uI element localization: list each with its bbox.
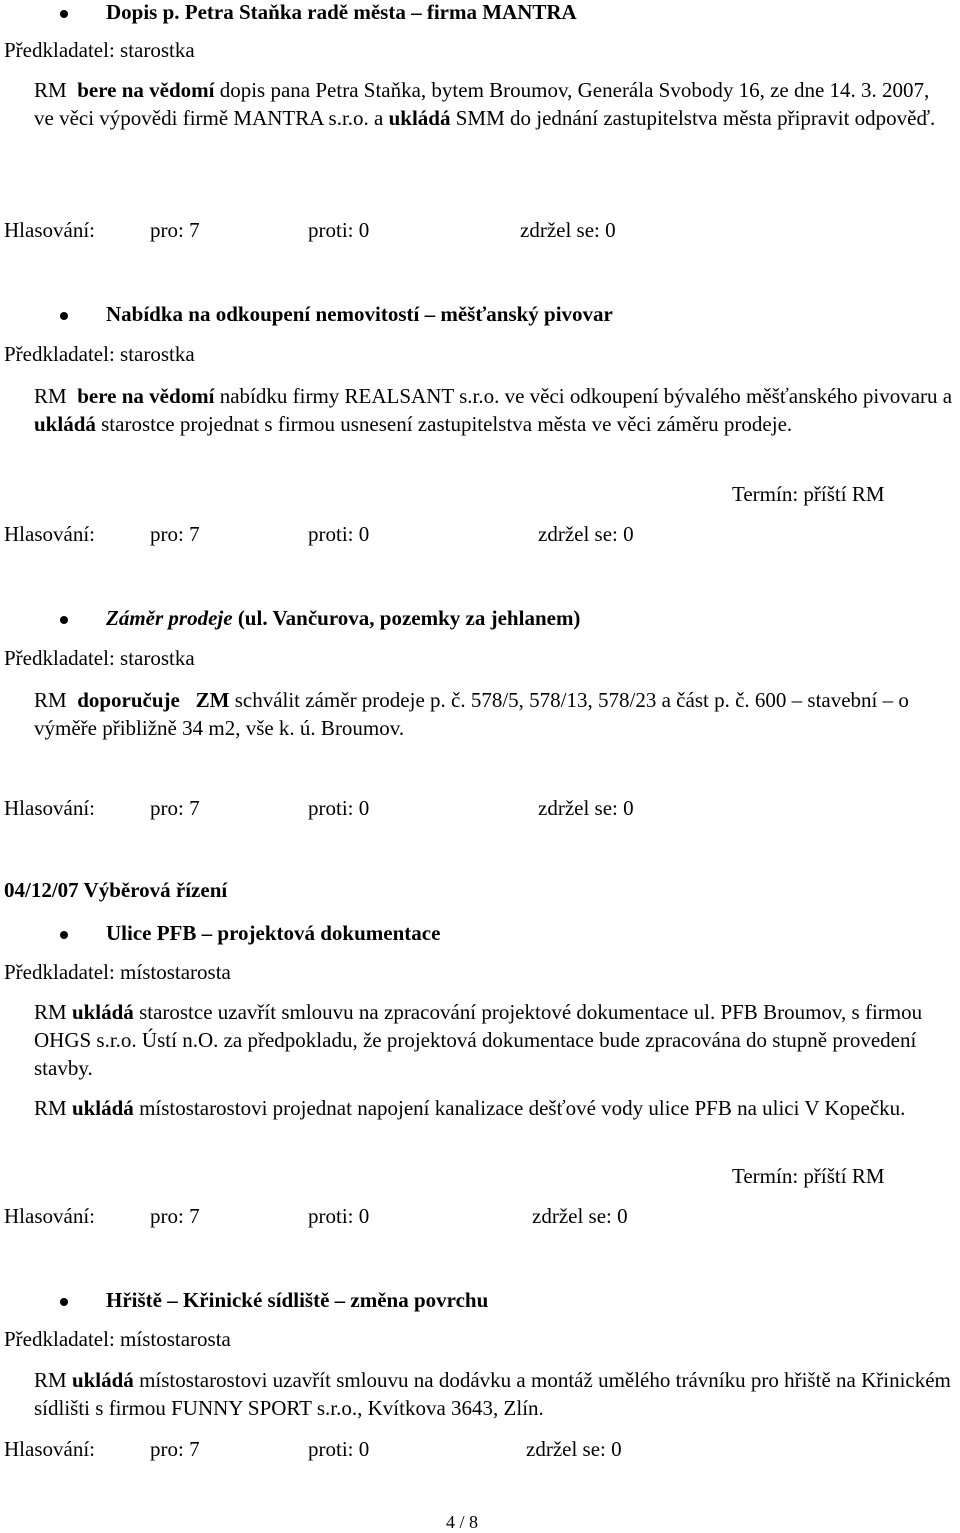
vote-row <box>0 216 960 244</box>
bullet-icon <box>60 10 68 18</box>
bullet-icon <box>60 616 68 624</box>
vote-pro: pro: 7 <box>150 218 200 242</box>
submitter: Předkladatel: starostka <box>4 38 195 62</box>
submitter: Předkladatel: místostarosta <box>4 960 231 984</box>
bullet-icon <box>60 1298 68 1306</box>
vote-pro: pro: 7 <box>150 796 200 820</box>
vote-proti: proti: 0 <box>308 1204 370 1228</box>
item-title: Dopis p. Petra Staňka radě města – firma MANTRA <box>106 0 577 24</box>
item-title-italic: Záměr prodeje <box>106 606 233 630</box>
vote-zdrzel: zdržel se: 0 <box>538 522 634 546</box>
deadline: Termín: příští RM <box>732 1164 885 1188</box>
page-number: 4 / 8 <box>446 1512 479 1532</box>
resolution: RM ukládá místostarostovi uzavřít smlouvu na dodávku a montáž umělého trávníku pro hřiště na Křinickém sídlišti s firmou FUNNY SPORT s.r.o., Kvítkova 3643, Zlín. <box>34 1368 951 1420</box>
vote-row <box>0 1202 960 1230</box>
vote-row <box>0 1435 960 1463</box>
resolution: RM ukládá místostarostovi projednat napojení kanalizace dešťové vody ulice PFB na ulici V Kopečku. <box>34 1096 906 1120</box>
vote-proti: proti: 0 <box>308 522 370 546</box>
bullet-icon <box>60 312 68 320</box>
vote-zdrzel: zdržel se: 0 <box>538 796 634 820</box>
item-title: Ulice PFB – projektová dokumentace <box>106 921 441 945</box>
section-heading: 04/12/07 Výběrová řízení <box>4 878 228 902</box>
vote-row <box>0 794 960 822</box>
resolution: RM bere na vědomí nabídku firmy REALSANT s.r.o. ve věci odkoupení bývalého měšťanského pivovaru a ukládá starostce projednat s firmou usnesení zastupitelstva města ve věci záměru prodeje. <box>34 384 953 436</box>
vote-label: Hlasování: <box>4 522 95 546</box>
resolution: RM doporučuje ZM schválit záměr prodeje p. č. 578/5, 578/13, 578/23 a část p. č. 600 – stavební – o výměře přibližně 34 m2, vše k. ú. Broumov. <box>34 688 909 740</box>
vote-pro: pro: 7 <box>150 1204 200 1228</box>
vote-label: Hlasování: <box>4 1204 95 1228</box>
item-title <box>106 604 580 632</box>
vote-label: Hlasování: <box>4 1437 95 1461</box>
resolution: RM ukládá starostce uzavřít smlouvu na zpracování projektové dokumentace ul. PFB Broumov, s firmou OHGS s.r.o. Ústí n.O. za předpokladu, že projektová dokumentace bude zpracována do stupně provedení stavby. <box>34 1000 923 1080</box>
resolution: RM bere na vědomí dopis pana Petra Staňka, bytem Broumov, Generála Svobody 16, ze dne 14. 3. 2007, ve věci výpovědi firmě MANTRA s.r.o. a ukládá SMM do jednání zastupitelstva města připravit odpověď. <box>34 78 936 130</box>
submitter: Předkladatel: starostka <box>4 646 195 670</box>
vote-zdrzel: zdržel se: 0 <box>520 218 616 242</box>
vote-zdrzel: zdržel se: 0 <box>526 1437 622 1461</box>
item-title-rest: (ul. Vančurova, pozemky za jehlanem) <box>237 606 581 630</box>
vote-row <box>0 520 960 548</box>
vote-pro: pro: 7 <box>150 1437 200 1461</box>
item-title: Hřiště – Křinické sídliště – změna povrchu <box>106 1288 489 1312</box>
vote-label: Hlasování: <box>4 796 95 820</box>
deadline: Termín: příští RM <box>732 482 885 506</box>
vote-proti: proti: 0 <box>308 1437 370 1461</box>
item-title: Nabídka na odkoupení nemovitostí – měšťanský pivovar <box>106 302 613 326</box>
submitter: Předkladatel: starostka <box>4 342 195 366</box>
bullet-icon <box>60 931 68 939</box>
vote-proti: proti: 0 <box>308 796 370 820</box>
vote-label: Hlasování: <box>4 218 95 242</box>
vote-pro: pro: 7 <box>150 522 200 546</box>
submitter: Předkladatel: místostarosta <box>4 1327 231 1351</box>
vote-proti: proti: 0 <box>308 218 370 242</box>
vote-zdrzel: zdržel se: 0 <box>532 1204 628 1228</box>
